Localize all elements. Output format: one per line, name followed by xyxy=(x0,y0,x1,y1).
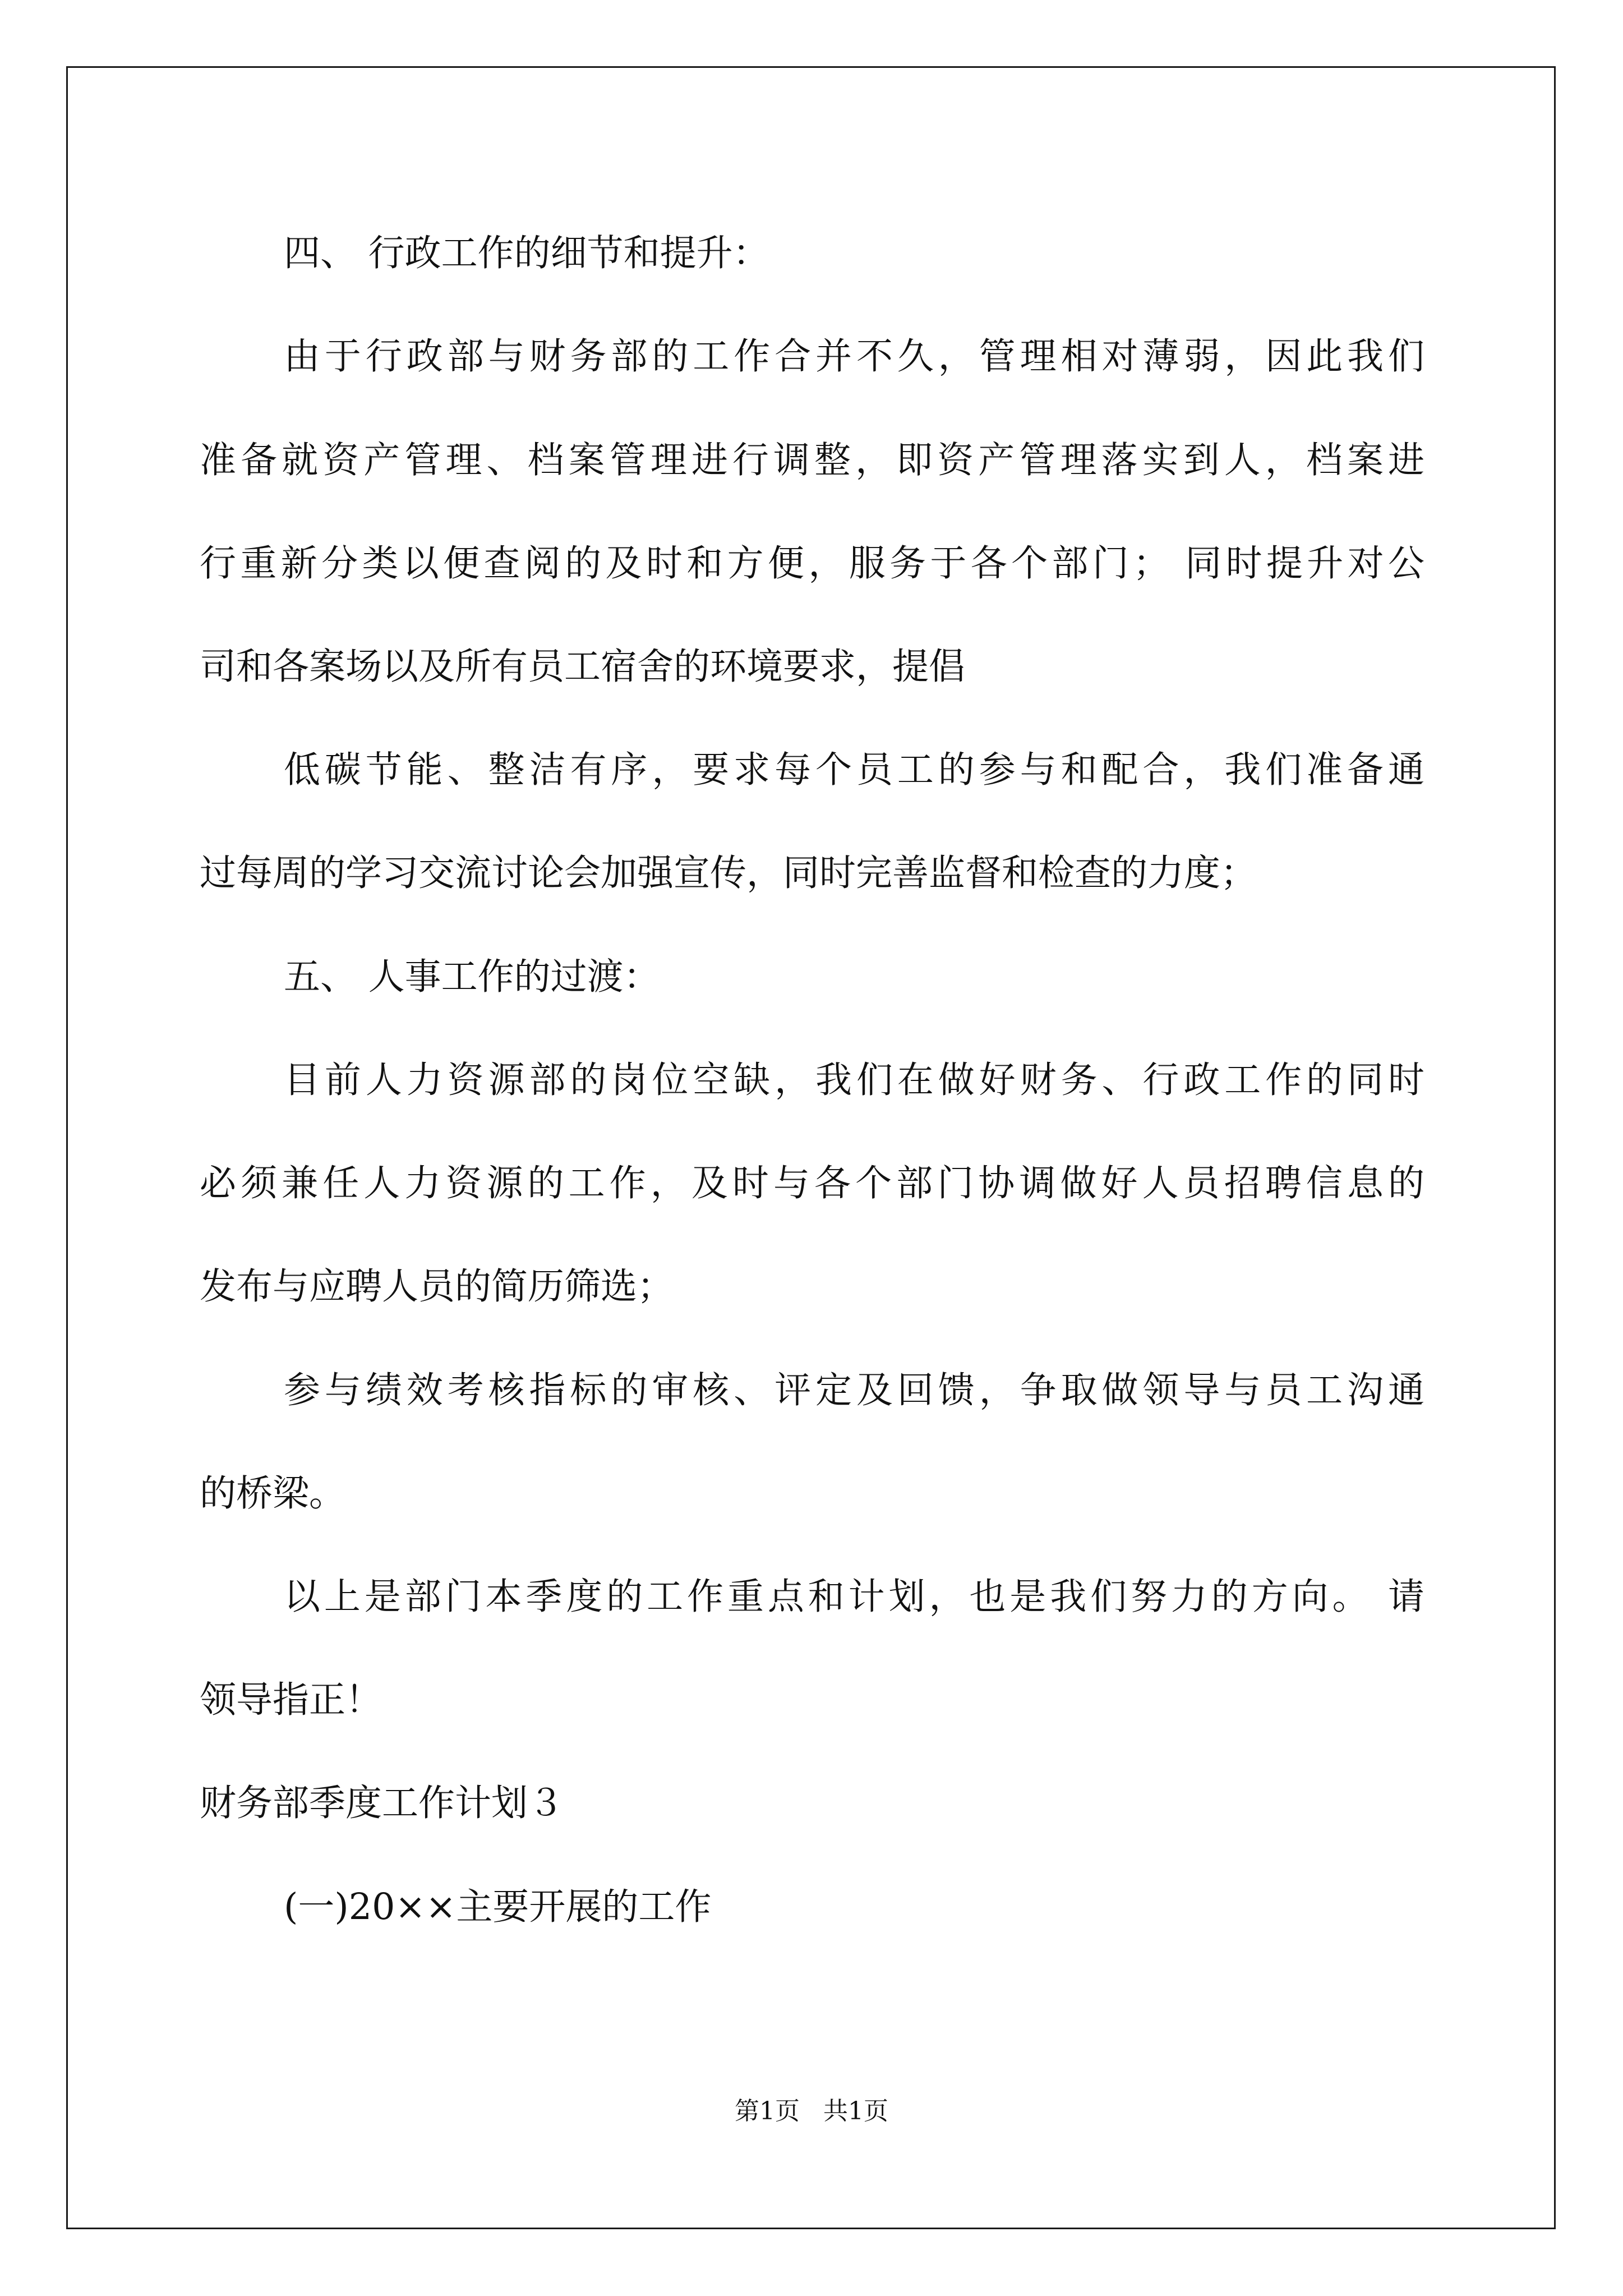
paragraph-line: 领导指正！ xyxy=(200,1679,382,1721)
paragraph-line: 发布与应聘人员的简历筛选； xyxy=(200,1266,674,1308)
paragraph-line: 由于行政部与财务部的工作合并不久，管理相对薄弱，因此我们 xyxy=(284,335,1424,378)
paragraph-line: 司和各案场以及所有员工宿舍的环境要求，提倡 xyxy=(200,646,966,688)
paragraph-line: 参与绩效考核指标的审核、评定及回馈，争取做领导与员工沟通 xyxy=(284,1369,1424,1411)
section-heading-5: 五、 人事工作的过渡： xyxy=(284,956,660,998)
subsection-heading: (一)20××主要开展的工作 xyxy=(284,1886,712,1928)
page-number-footer: 第1页 共1页 xyxy=(735,2097,888,2125)
paragraph-line: 低碳节能、整洁有序，要求每个员工的参与和配合，我们准备通 xyxy=(284,749,1424,791)
paragraph-line: 过每周的学习交流讨论会加强宣传，同时完善监督和检查的力度； xyxy=(200,852,1257,894)
paragraph-line: 行重新分类以便查阅的及时和方便，服务于各个部门； 同时提升对公 xyxy=(200,542,1424,585)
paragraph-line: 准备就资产管理、档案管理进行调整，即资产管理落实到人，档案进 xyxy=(200,439,1424,481)
document-title: 财务部季度工作计划３ xyxy=(200,1782,565,1824)
paragraph-line: 必须兼任人力资源的工作，及时与各个部门协调做好人员招聘信息的 xyxy=(200,1162,1424,1204)
paragraph-line: 以上是部门本季度的工作重点和计划，也是我们努力的方向。 请 xyxy=(284,1576,1424,1618)
paragraph-line: 目前人力资源部的岗位空缺，我们在做好财务、行政工作的同时 xyxy=(284,1059,1424,1101)
section-heading-4: 四、 行政工作的细节和提升： xyxy=(284,232,769,274)
paragraph-line: 的桥梁。 xyxy=(200,1473,346,1515)
